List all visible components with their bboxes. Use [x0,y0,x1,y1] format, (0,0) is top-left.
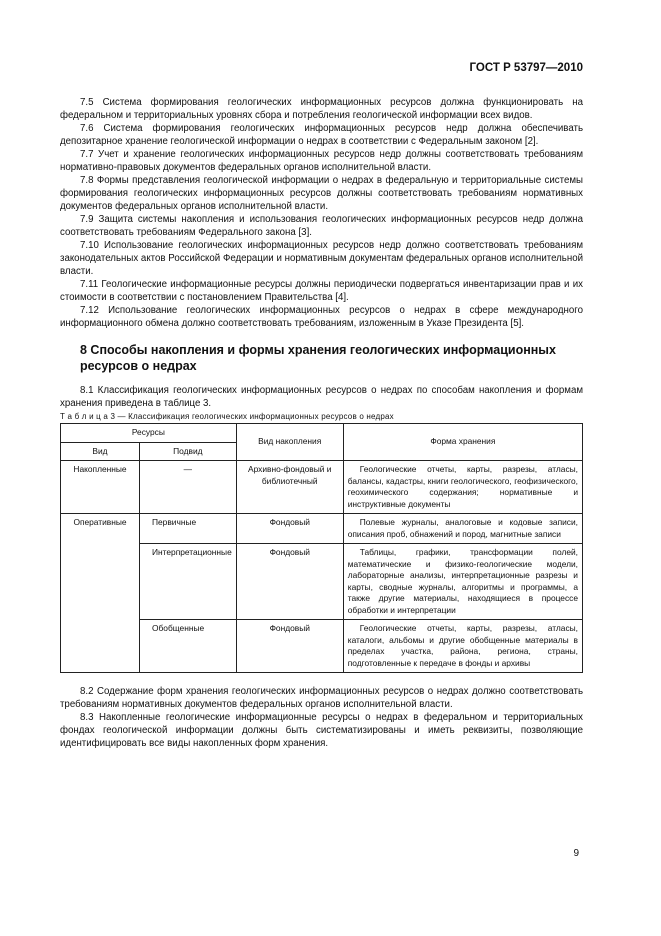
paragraph-7-5: 7.5 Система формирования геологических информационных ресурсов должна функционировать на федеральном и территориальных уровнях сбора и потребления геологической информации всех видов. [60,97,583,121]
header-kind: Вид [61,442,140,461]
header-resources: Ресурсы [61,424,237,443]
header-accumulation: Вид накопления [236,424,343,461]
cell-accumulation: Фондовый [236,514,343,544]
header-storage: Форма хранения [343,424,582,461]
cell-accumulation: Фондовый [236,544,343,620]
cell-kind: Накопленные [61,461,140,514]
paragraph-8-2: 8.2 Содержание форм хранения геологических информационных ресурсов о недрах должно соответствовать требованиям нормативных документов федеральных органов исполнительной власти. [60,686,583,710]
cell-storage: Геологические отчеты, карты, разрезы, атласы, балансы, кадастры, книги геологического, геофизического, геохимического содержания; нормативные и инструктивные документы [343,461,582,514]
paragraph-7-11: 7.11 Геологические информационные ресурсы должны периодически подвергаться инвентаризации прав и их стоимости в соответствии с постановлением Правительства [4]. [60,279,583,303]
paragraph-7-12: 7.12 Использование геологических информационных ресурсов о недрах в сфере международного информационного обмена должно соответствовать требованиям, изложенным в Указе Президента [5]. [60,305,583,329]
cell-kind: Оперативные [61,514,140,673]
cell-subkind: Интерпретационные [140,544,237,620]
cell-storage: Полевые журналы, аналоговые и кодовые записи, описания проб, обнажений и пород, магнитные записи [343,514,582,544]
cell-subkind: — [140,461,237,514]
table-row [61,514,583,544]
paragraph-8-1: 8.1 Классификация геологических информационных ресурсов о недрах по способам накопления и формам хранения приведена в таблице 3. [60,385,583,409]
paragraph-7-10: 7.10 Использование геологических информационных ресурсов недр должно соответствовать требованиям законодательных актов Российской Федерации и нормативным документам федеральных органов исполнительной власти. [60,240,583,277]
table-row [61,620,583,673]
cell-subkind: Обобщенные [140,620,237,673]
paragraph-7-9: 7.9 Защита системы накопления и использования геологических информационных ресурсов недр должна соответствовать требованиям Федерального закона [3]. [60,214,583,238]
table-row [61,544,583,620]
paragraph-8-3: 8.3 Накопленные геологические информационные ресурсы о недрах в федеральном и территориальных фондах геологической информации должны быть систематизированы и иметь реквизиты, позволяющие идентифицировать все виды накопленных форм хранения. [60,712,583,749]
page-content [60,96,583,750]
cell-storage: Геологические отчеты, карты, разрезы, атласы, каталоги, альбомы и другие обобщенные материалы в пределах участка, района, региона, страны, подготовленные к передаче в фонды и архивы [343,620,582,673]
header-subkind: Подвид [140,442,237,461]
section-8-title: 8 Способы накопления и формы хранения геологических информационных ресурсов о недрах [80,343,556,373]
paragraph-7-7: 7.7 Учет и хранение геологических информационных ресурсов недр должны соответствовать требованиям нормативно-правовых документов федеральных органов исполнительной власти. [60,149,583,173]
table-caption: Т а б л и ц а 3 — Классификация геологических информационных ресурсов о недрах [60,412,394,421]
cell-storage: Таблицы, графики, трансформации полей, математические и физико-геологические модели, лабораторные анализы, интерпретационные разрезы и карты, сводные журналы, алгоритмы и программы, а также другие материалы, находящиеся в процессе обработки и интерпретации [343,544,582,620]
standard-code-header: ГОСТ Р 53797—2010 [469,62,583,74]
page-number: 9 [573,848,579,859]
cell-accumulation: Фондовый [236,620,343,673]
paragraph-7-6: 7.6 Система формирования геологических информационных ресурсов недр должна обеспечивать депозитарное хранение геологической информации о недрах в соответствии с Федеральным законом [2]. [60,123,583,147]
cell-subkind: Первичные [140,514,237,544]
cell-accumulation: Архивно-фондовый и библиотечный [236,461,343,514]
table-row [61,461,583,514]
paragraph-7-8: 7.8 Формы представления геологической информации о недрах в федеральную и территориальные системы формирования геологических информационных ресурсов должны соответствовать требованиям нормативных документов федеральных органов исполнительной власти. [60,175,583,212]
classification-table [60,423,583,673]
